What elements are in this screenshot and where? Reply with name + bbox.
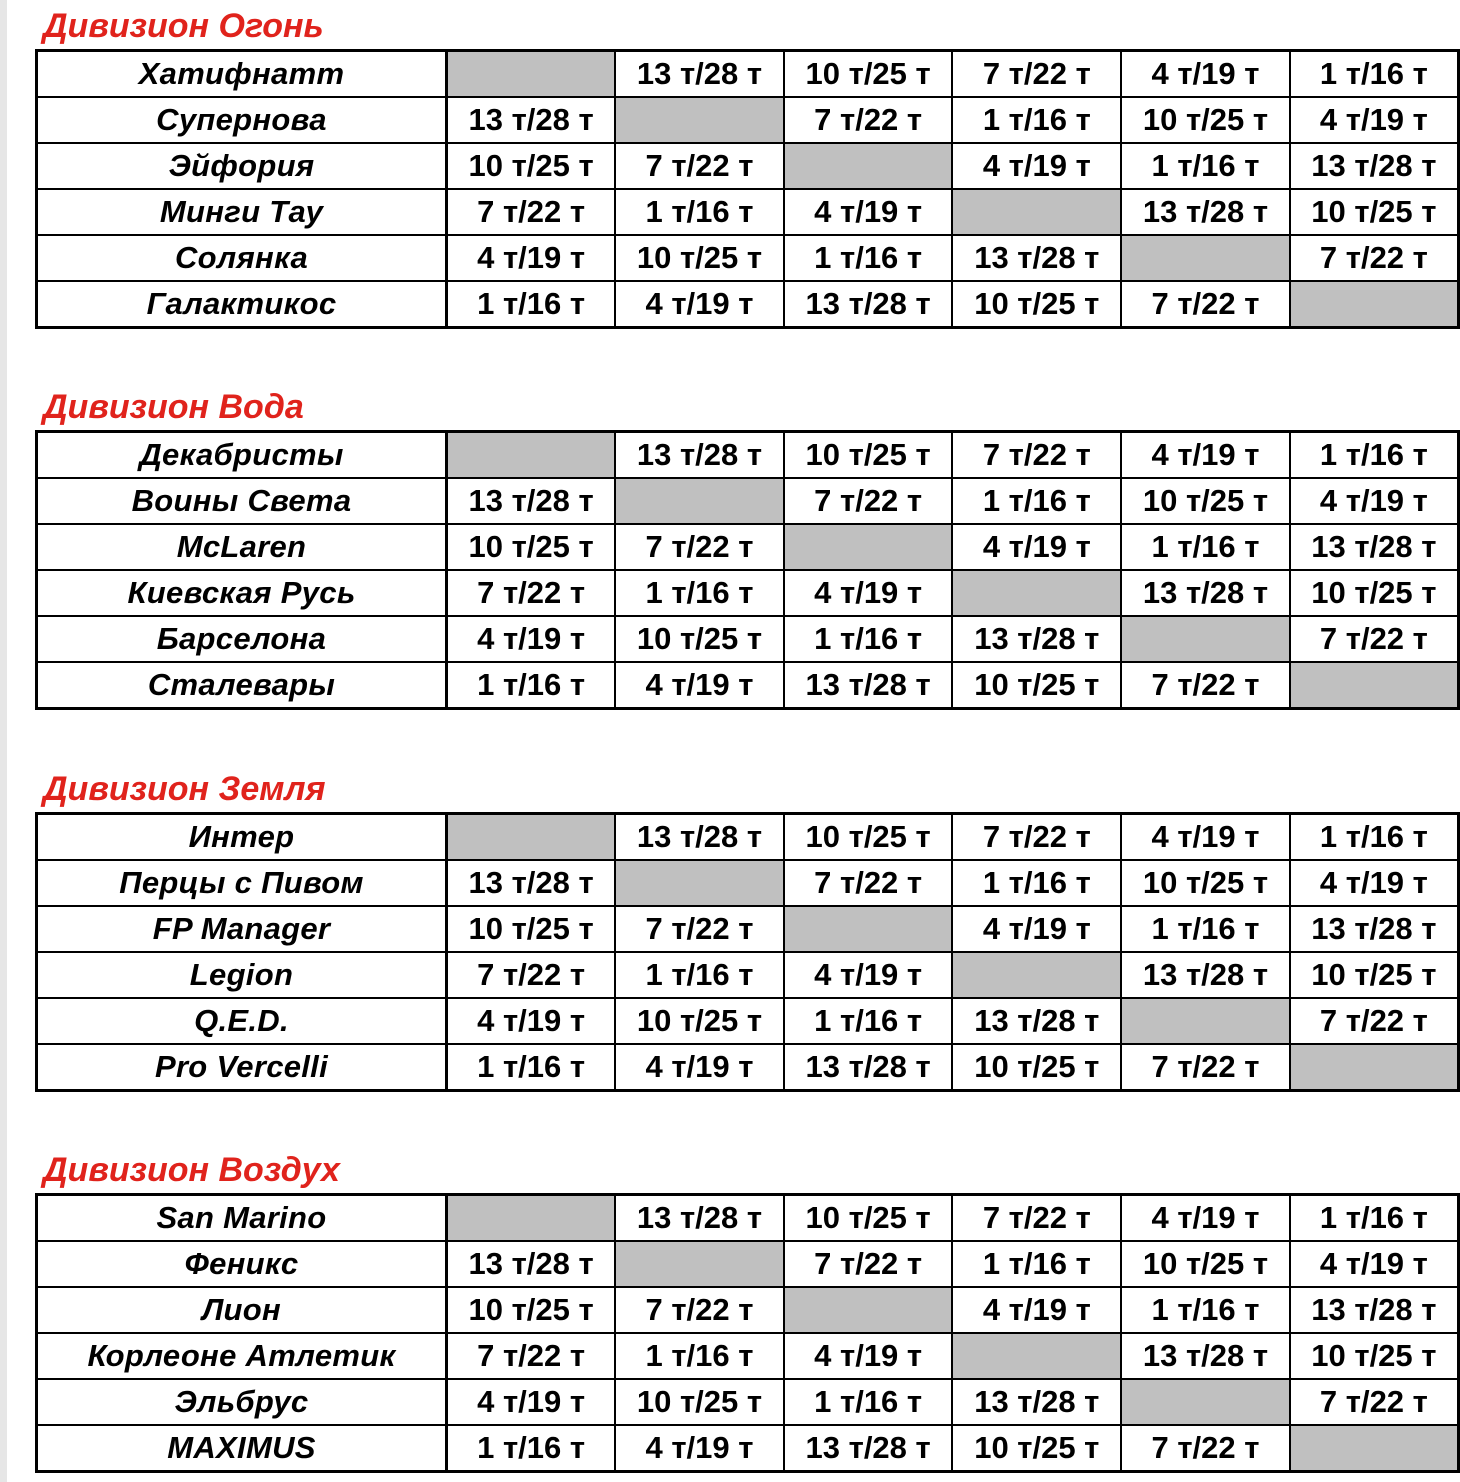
table-row <box>37 235 1459 281</box>
schedule-cell: 1 т/16 т <box>784 998 953 1044</box>
schedule-cell: 4 т/19 т <box>952 906 1121 952</box>
team-name: Лион <box>37 1287 447 1333</box>
team-name: Солянка <box>37 235 447 281</box>
schedule-cell: 7 т/22 т <box>1121 1425 1290 1472</box>
schedule-cell: 10 т/25 т <box>784 51 953 98</box>
schedule-cell: 1 т/16 т <box>447 281 616 328</box>
schedule-cell: 1 т/16 т <box>447 1044 616 1091</box>
schedule-cell: 13 т/28 т <box>615 814 784 861</box>
schedule-cell: 10 т/25 т <box>447 906 616 952</box>
schedule-cell: 1 т/16 т <box>1290 432 1459 479</box>
table-row <box>37 570 1459 616</box>
schedule-cell: 4 т/19 т <box>952 1287 1121 1333</box>
schedule-cell: 7 т/22 т <box>1290 616 1459 662</box>
division-water <box>35 385 1460 725</box>
schedule-cell: 13 т/28 т <box>615 51 784 98</box>
schedule-cell: 7 т/22 т <box>784 97 953 143</box>
schedule-cell: 4 т/19 т <box>1121 1195 1290 1242</box>
table-row <box>37 952 1459 998</box>
team-name: Минги Тау <box>37 189 447 235</box>
table-row <box>37 1333 1459 1379</box>
schedule-cell: 13 т/28 т <box>784 662 953 709</box>
table-row <box>37 189 1459 235</box>
team-name: Хатифнатт <box>37 51 447 98</box>
schedule-cell: 10 т/25 т <box>784 814 953 861</box>
division-title: Дивизион Огонь <box>43 7 324 45</box>
schedule-cell: 1 т/16 т <box>615 570 784 616</box>
schedule-cell: 10 т/25 т <box>615 1379 784 1425</box>
schedule-cell: 4 т/19 т <box>1290 97 1459 143</box>
empty-cell <box>1290 1044 1459 1091</box>
schedule-cell: 13 т/28 т <box>784 1044 953 1091</box>
empty-cell <box>1121 235 1290 281</box>
schedule-cell: 4 т/19 т <box>447 1379 616 1425</box>
schedule-cell: 13 т/28 т <box>1121 952 1290 998</box>
schedule-cell: 13 т/28 т <box>1290 143 1459 189</box>
schedule-cell: 1 т/16 т <box>615 1333 784 1379</box>
schedule-cell: 4 т/19 т <box>615 662 784 709</box>
schedule-cell: 1 т/16 т <box>1290 1195 1459 1242</box>
schedule-cell: 13 т/28 т <box>952 1379 1121 1425</box>
schedule-cell: 13 т/28 т <box>784 281 953 328</box>
schedule-cell: 13 т/28 т <box>952 235 1121 281</box>
table-row <box>37 97 1459 143</box>
empty-cell <box>784 906 953 952</box>
schedule-cell: 13 т/28 т <box>1290 906 1459 952</box>
schedule-cell: 7 т/22 т <box>1290 1379 1459 1425</box>
schedule-cell: 13 т/28 т <box>1121 1333 1290 1379</box>
schedule-cell: 7 т/22 т <box>1290 235 1459 281</box>
schedule-cell: 1 т/16 т <box>1121 143 1290 189</box>
schedule-cell: 13 т/28 т <box>952 616 1121 662</box>
schedule-cell: 1 т/16 т <box>1121 906 1290 952</box>
table-row <box>37 1287 1459 1333</box>
team-name: Q.E.D. <box>37 998 447 1044</box>
empty-cell <box>447 432 616 479</box>
schedule-cell: 7 т/22 т <box>447 952 616 998</box>
team-name: Сталевары <box>37 662 447 709</box>
schedule-cell: 4 т/19 т <box>447 616 616 662</box>
empty-cell <box>1290 1425 1459 1472</box>
schedule-cell: 7 т/22 т <box>447 189 616 235</box>
empty-cell <box>952 1333 1121 1379</box>
schedule-cell: 1 т/16 т <box>952 478 1121 524</box>
empty-cell <box>1121 616 1290 662</box>
schedule-cell: 10 т/25 т <box>952 1425 1121 1472</box>
schedule-table <box>35 430 1460 710</box>
schedule-cell: 1 т/16 т <box>784 1379 953 1425</box>
table-row <box>37 281 1459 328</box>
empty-cell <box>784 143 953 189</box>
table-row <box>37 616 1459 662</box>
schedule-cell: 7 т/22 т <box>447 570 616 616</box>
team-name: FP Manager <box>37 906 447 952</box>
schedule-cell: 10 т/25 т <box>1290 1333 1459 1379</box>
team-name: Legion <box>37 952 447 998</box>
team-name: Галактикос <box>37 281 447 328</box>
table-row <box>37 1044 1459 1091</box>
schedule-cell: 4 т/19 т <box>615 281 784 328</box>
table-row <box>37 860 1459 906</box>
schedule-cell: 13 т/28 т <box>615 432 784 479</box>
team-name: Декабристы <box>37 432 447 479</box>
schedule-cell: 4 т/19 т <box>1290 1241 1459 1287</box>
schedule-cell: 13 т/28 т <box>1121 189 1290 235</box>
schedule-cell: 1 т/16 т <box>447 1425 616 1472</box>
schedule-table <box>35 1193 1460 1473</box>
schedule-cell: 7 т/22 т <box>615 143 784 189</box>
schedule-cell: 7 т/22 т <box>952 1195 1121 1242</box>
empty-cell <box>1290 662 1459 709</box>
schedule-cell: 10 т/25 т <box>1290 570 1459 616</box>
schedule-cell: 4 т/19 т <box>615 1425 784 1472</box>
team-name: Феникс <box>37 1241 447 1287</box>
schedule-cell: 13 т/28 т <box>1290 1287 1459 1333</box>
division-title: Дивизион Воздух <box>43 1151 340 1189</box>
empty-cell <box>784 524 953 570</box>
schedule-cell: 1 т/16 т <box>615 952 784 998</box>
table-row <box>37 662 1459 709</box>
schedule-cell: 4 т/19 т <box>784 189 953 235</box>
schedule-cell: 1 т/16 т <box>784 235 953 281</box>
schedule-cell: 1 т/16 т <box>1121 1287 1290 1333</box>
division-fire <box>35 4 1460 344</box>
schedule-cell: 4 т/19 т <box>615 1044 784 1091</box>
schedule-cell: 13 т/28 т <box>447 478 616 524</box>
schedule-cell: 10 т/25 т <box>1121 97 1290 143</box>
schedule-cell: 7 т/22 т <box>952 51 1121 98</box>
team-name: McLaren <box>37 524 447 570</box>
team-name: Эльбрус <box>37 1379 447 1425</box>
schedule-cell: 7 т/22 т <box>615 1287 784 1333</box>
schedule-cell: 10 т/25 т <box>952 281 1121 328</box>
schedule-cell: 7 т/22 т <box>1121 662 1290 709</box>
team-name: Воины Света <box>37 478 447 524</box>
empty-cell <box>1290 281 1459 328</box>
team-name: Барселона <box>37 616 447 662</box>
table-row <box>37 1195 1459 1242</box>
schedule-cell: 4 т/19 т <box>1290 478 1459 524</box>
team-name: Интер <box>37 814 447 861</box>
schedule-cell: 10 т/25 т <box>447 524 616 570</box>
schedule-cell: 1 т/16 т <box>952 1241 1121 1287</box>
schedule-cell: 4 т/19 т <box>952 524 1121 570</box>
empty-cell <box>447 814 616 861</box>
team-name: Перцы с Пивом <box>37 860 447 906</box>
team-name: Супернова <box>37 97 447 143</box>
table-row <box>37 524 1459 570</box>
schedule-cell: 7 т/22 т <box>784 860 953 906</box>
division-air <box>35 1148 1460 1482</box>
schedule-cell: 10 т/25 т <box>1121 860 1290 906</box>
empty-cell <box>447 1195 616 1242</box>
table-row <box>37 143 1459 189</box>
empty-cell <box>952 952 1121 998</box>
schedule-cell: 4 т/19 т <box>784 570 953 616</box>
schedule-cell: 4 т/19 т <box>1121 814 1290 861</box>
table-row <box>37 432 1459 479</box>
division-earth <box>35 767 1460 1107</box>
schedule-cell: 1 т/16 т <box>1121 524 1290 570</box>
schedule-cell: 4 т/19 т <box>1121 432 1290 479</box>
schedule-cell: 7 т/22 т <box>447 1333 616 1379</box>
schedule-cell: 7 т/22 т <box>615 524 784 570</box>
table-row <box>37 998 1459 1044</box>
schedule-cell: 1 т/16 т <box>952 860 1121 906</box>
schedule-cell: 13 т/28 т <box>447 860 616 906</box>
empty-cell <box>1121 1379 1290 1425</box>
division-title: Дивизион Вода <box>43 388 304 426</box>
schedule-cell: 10 т/25 т <box>952 1044 1121 1091</box>
schedule-cell: 1 т/16 т <box>1290 814 1459 861</box>
left-edge-strip <box>0 0 7 1482</box>
schedule-cell: 7 т/22 т <box>1121 281 1290 328</box>
schedule-cell: 13 т/28 т <box>615 1195 784 1242</box>
schedule-cell: 13 т/28 т <box>1290 524 1459 570</box>
schedule-cell: 1 т/16 т <box>1290 51 1459 98</box>
empty-cell <box>615 860 784 906</box>
schedule-cell: 4 т/19 т <box>1121 51 1290 98</box>
empty-cell <box>952 189 1121 235</box>
schedule-cell: 1 т/16 т <box>447 662 616 709</box>
schedule-cell: 13 т/28 т <box>1121 570 1290 616</box>
schedule-cell: 10 т/25 т <box>1290 952 1459 998</box>
schedule-cell: 4 т/19 т <box>447 235 616 281</box>
empty-cell <box>1121 998 1290 1044</box>
schedule-cell: 10 т/25 т <box>447 143 616 189</box>
schedule-table <box>35 812 1460 1092</box>
empty-cell <box>447 51 616 98</box>
table-row <box>37 1241 1459 1287</box>
empty-cell <box>615 97 784 143</box>
schedule-cell: 10 т/25 т <box>784 1195 953 1242</box>
schedule-cell: 4 т/19 т <box>447 998 616 1044</box>
schedule-table <box>35 49 1460 329</box>
schedule-cell: 10 т/25 т <box>615 998 784 1044</box>
schedule-cell: 10 т/25 т <box>447 1287 616 1333</box>
schedule-cell: 7 т/22 т <box>615 906 784 952</box>
schedule-cell: 7 т/22 т <box>784 478 953 524</box>
schedule-cell: 7 т/22 т <box>1121 1044 1290 1091</box>
schedule-cell: 4 т/19 т <box>784 952 953 998</box>
schedule-cell: 10 т/25 т <box>1121 478 1290 524</box>
team-name: Эйфория <box>37 143 447 189</box>
schedule-cell: 13 т/28 т <box>447 97 616 143</box>
team-name: San Marino <box>37 1195 447 1242</box>
empty-cell <box>615 478 784 524</box>
schedule-cell: 4 т/19 т <box>784 1333 953 1379</box>
schedule-cell: 13 т/28 т <box>447 1241 616 1287</box>
team-name: MAXIMUS <box>37 1425 447 1472</box>
schedule-cell: 10 т/25 т <box>1290 189 1459 235</box>
empty-cell <box>952 570 1121 616</box>
table-row <box>37 478 1459 524</box>
schedule-cell: 1 т/16 т <box>615 189 784 235</box>
schedule-cell: 13 т/28 т <box>952 998 1121 1044</box>
schedule-cell: 1 т/16 т <box>952 97 1121 143</box>
empty-cell <box>784 1287 953 1333</box>
team-name: Корлеоне Атлетик <box>37 1333 447 1379</box>
schedule-cell: 7 т/22 т <box>952 814 1121 861</box>
schedule-cell: 4 т/19 т <box>1290 860 1459 906</box>
schedule-cell: 7 т/22 т <box>784 1241 953 1287</box>
empty-cell <box>615 1241 784 1287</box>
schedule-cell: 10 т/25 т <box>784 432 953 479</box>
division-title: Дивизион Земля <box>43 770 326 808</box>
table-row <box>37 51 1459 98</box>
schedule-cell: 7 т/22 т <box>1290 998 1459 1044</box>
table-row <box>37 1379 1459 1425</box>
team-name: Pro Vercelli <box>37 1044 447 1091</box>
table-row <box>37 814 1459 861</box>
schedule-cell: 10 т/25 т <box>1121 1241 1290 1287</box>
table-row <box>37 1425 1459 1472</box>
schedule-cell: 7 т/22 т <box>952 432 1121 479</box>
schedule-cell: 4 т/19 т <box>952 143 1121 189</box>
schedule-cell: 10 т/25 т <box>952 662 1121 709</box>
team-name: Киевская Русь <box>37 570 447 616</box>
schedule-cell: 10 т/25 т <box>615 235 784 281</box>
schedule-cell: 13 т/28 т <box>784 1425 953 1472</box>
schedule-cell: 10 т/25 т <box>615 616 784 662</box>
schedule-cell: 1 т/16 т <box>784 616 953 662</box>
table-row <box>37 906 1459 952</box>
